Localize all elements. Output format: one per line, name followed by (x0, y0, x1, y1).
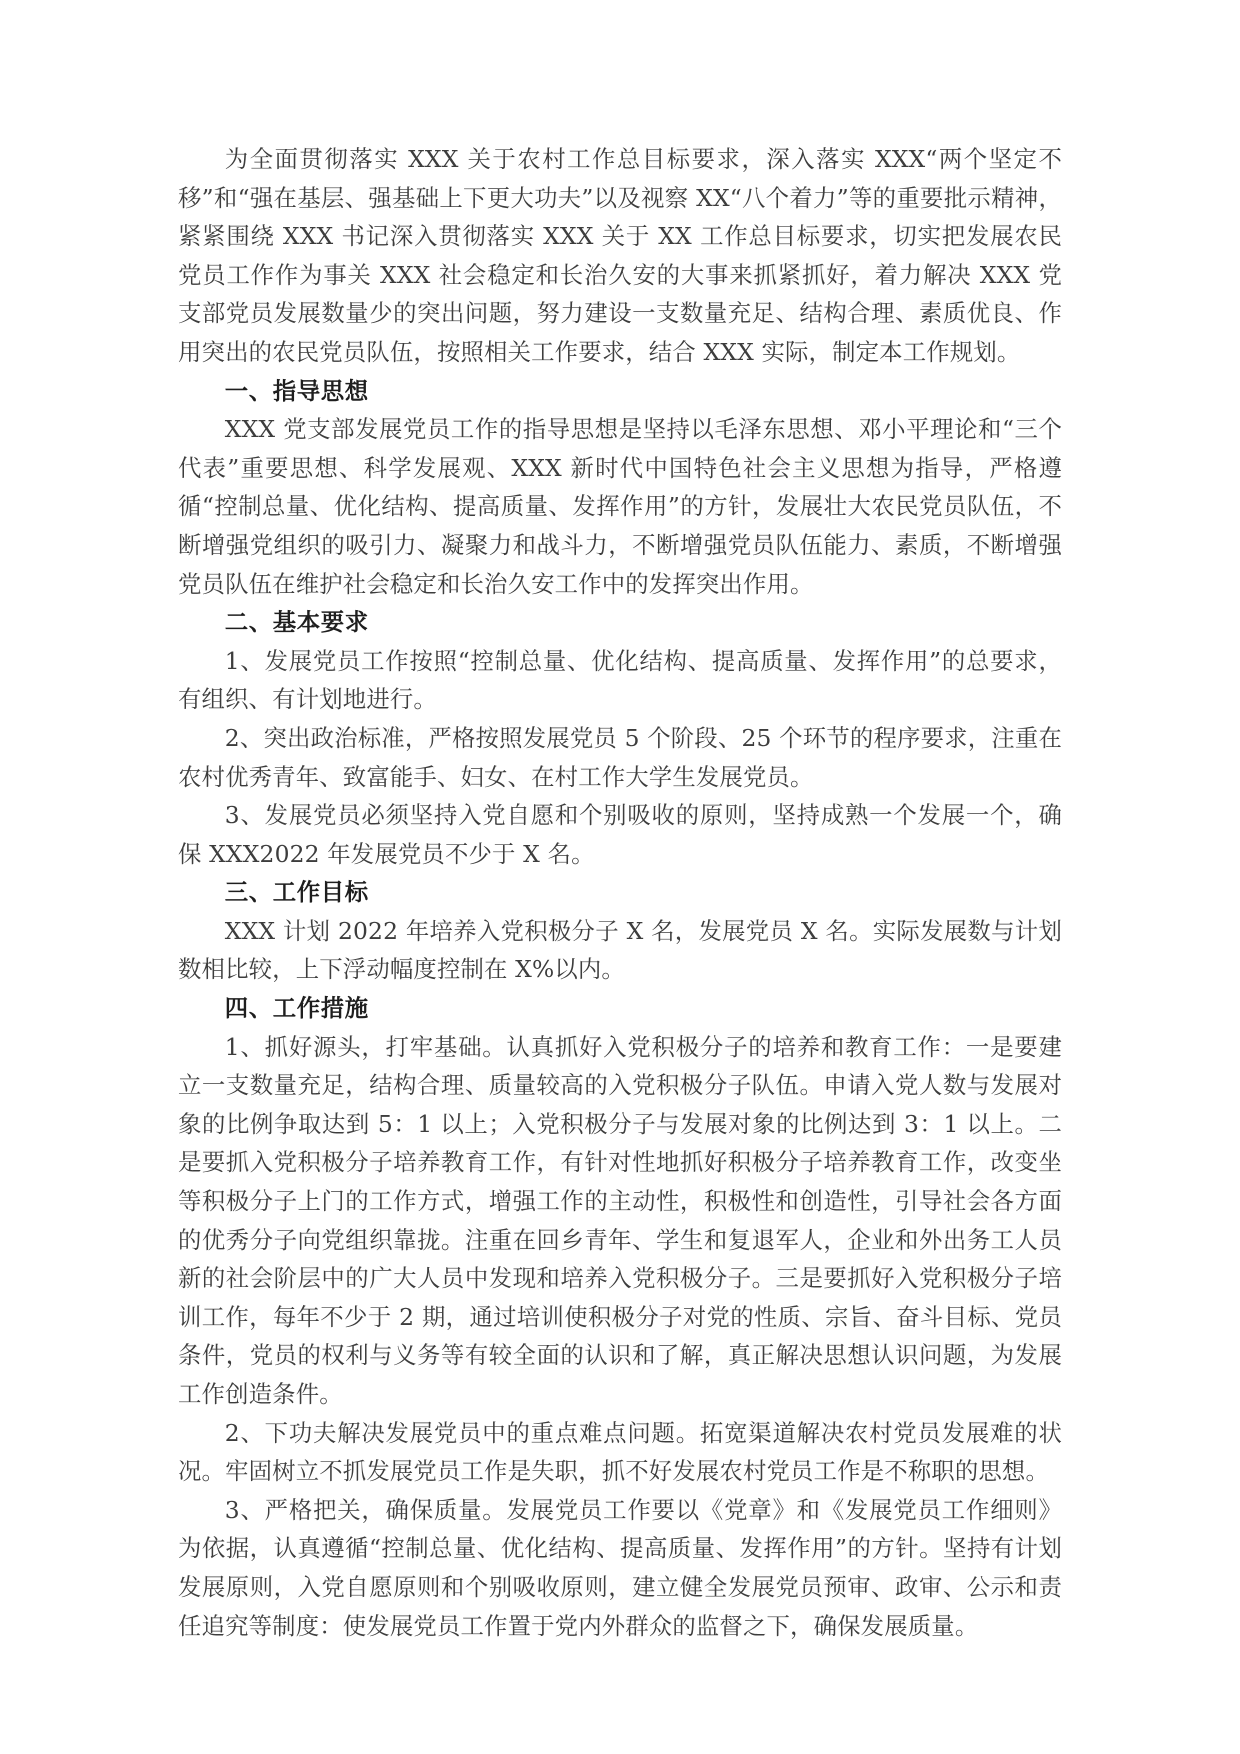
paragraph-section-2-item-1: 1、发展党员工作按照“控制总量、优化结构、提高质量、发挥作用”的总要求，有组织、有计划地进行。 (178, 646, 1062, 714)
heading-section-2: 二、基本要求 (224, 608, 369, 637)
heading-section-1: 一、指导思想 (224, 376, 369, 405)
heading-section-3: 三、工作目标 (224, 878, 369, 907)
paragraph-section-3-body: XXX 计划 2022 年培养入党积极分子 X 名，发展党员 X 名。实际发展数与计划数相比较，上下浮动幅度控制在 X%以内。 (178, 916, 1062, 984)
paragraph-section-4-item-1: 1、抓好源头，打牢基础。认真抓好入党积极分子的培养和教育工作：一是要建立一支数量充足，结构合理、质量较高的入党积极分子队伍。申请入党人数与发展对象的比例争取达到 5：1 以上；入党积极分子与发展对象的比例达到 3：1 以上。二是要抓入党积极分子培养教育工作，有针对性地抓好积极分子培养教育工作，改变坐等积极分子上门的工作方式，增强工作的主动性，积极性和创造性，引导社会各方面的优秀分子向党组织靠拢。注重在回乡青年、学生和复退军人，企业和外出务工人员新的社会阶层中的广大人员中发现和培养入党积极分子。三是要抓好入党积极分子培训工作，每年不少于 2 期，通过培训使积极分子对党的性质、宗旨、奋斗目标、党员条件，党员的权利与义务等有较全面的认识和了解，真正解决思想认识问题，为发展工作创造条件。 (178, 1032, 1062, 1408)
document-body (178, 140, 1062, 1645)
paragraph-intro: 为全面贯彻落实 XXX 关于农村工作总目标要求，深入落实 XXX“两个坚定不移”和“强在基层、强基础上下更大功夫”以及视察 XX“八个着力”等的重要批示精神，紧紧围绕 XXX 书记深入贯彻落实 XXX 关于 XX 工作总目标要求，切实把发展农民党员工作作为事关 XXX 社会稳定和长治久安的大事来抓紧抓好，着力解决 XXX 党支部党员发展数量少的突出问题，努力建设一支数量充足、结构合理、素质优良、作用突出的农民党员队伍，按照相关工作要求，结合 XXX 实际，制定本工作规划。 (178, 145, 1062, 366)
paragraph-section-1-body: XXX 党支部发展党员工作的指导思想是坚持以毛泽东思想、邓小平理论和“三个代表”重要思想、科学发展观、XXX 新时代中国特色社会主义思想为指导，严格遵循“控制总量、优化结构、提高质量、发挥作用”的方针，发展壮大农民党员队伍，不断增强党组织的吸引力、凝聚力和战斗力，不断增强党员队伍能力、素质，不断增强党员队伍在维护社会稳定和长治久安工作中的发挥突出作用。 (178, 415, 1062, 598)
paragraph-section-4-item-3: 3、严格把关，确保质量。发展党员工作要以《党章》和《发展党员工作细则》为依据，认真遵循“控制总量、优化结构、提高质量、发挥作用”的方针。坚持有计划发展原则，入党自愿原则和个别吸收原则，建立健全发展党员预审、政审、公示和责任追究等制度：使发展党员工作置于党内外群众的监督之下，确保发展质量。 (178, 1495, 1062, 1640)
paragraph-section-4-item-2: 2、下功夫解决发展党员中的重点难点问题。拓宽渠道解决农村党员发展难的状况。牢固树立不抓发展党员工作是失职，抓不好发展农村党员工作是不称职的思想。 (178, 1418, 1062, 1486)
paragraph-section-2-item-3: 3、发展党员必须坚持入党自愿和个别吸收的原则，坚持成熟一个发展一个，确保 XXX2022 年发展党员不少于 X 名。 (178, 801, 1062, 868)
paragraph-section-2-item-2: 2、突出政治标准，严格按照发展党员 5 个阶段、25 个环节的程序要求，注重在农村优秀青年、致富能手、妇女、在村工作大学生发展党员。 (178, 723, 1062, 791)
heading-section-4: 四、工作措施 (224, 994, 369, 1023)
